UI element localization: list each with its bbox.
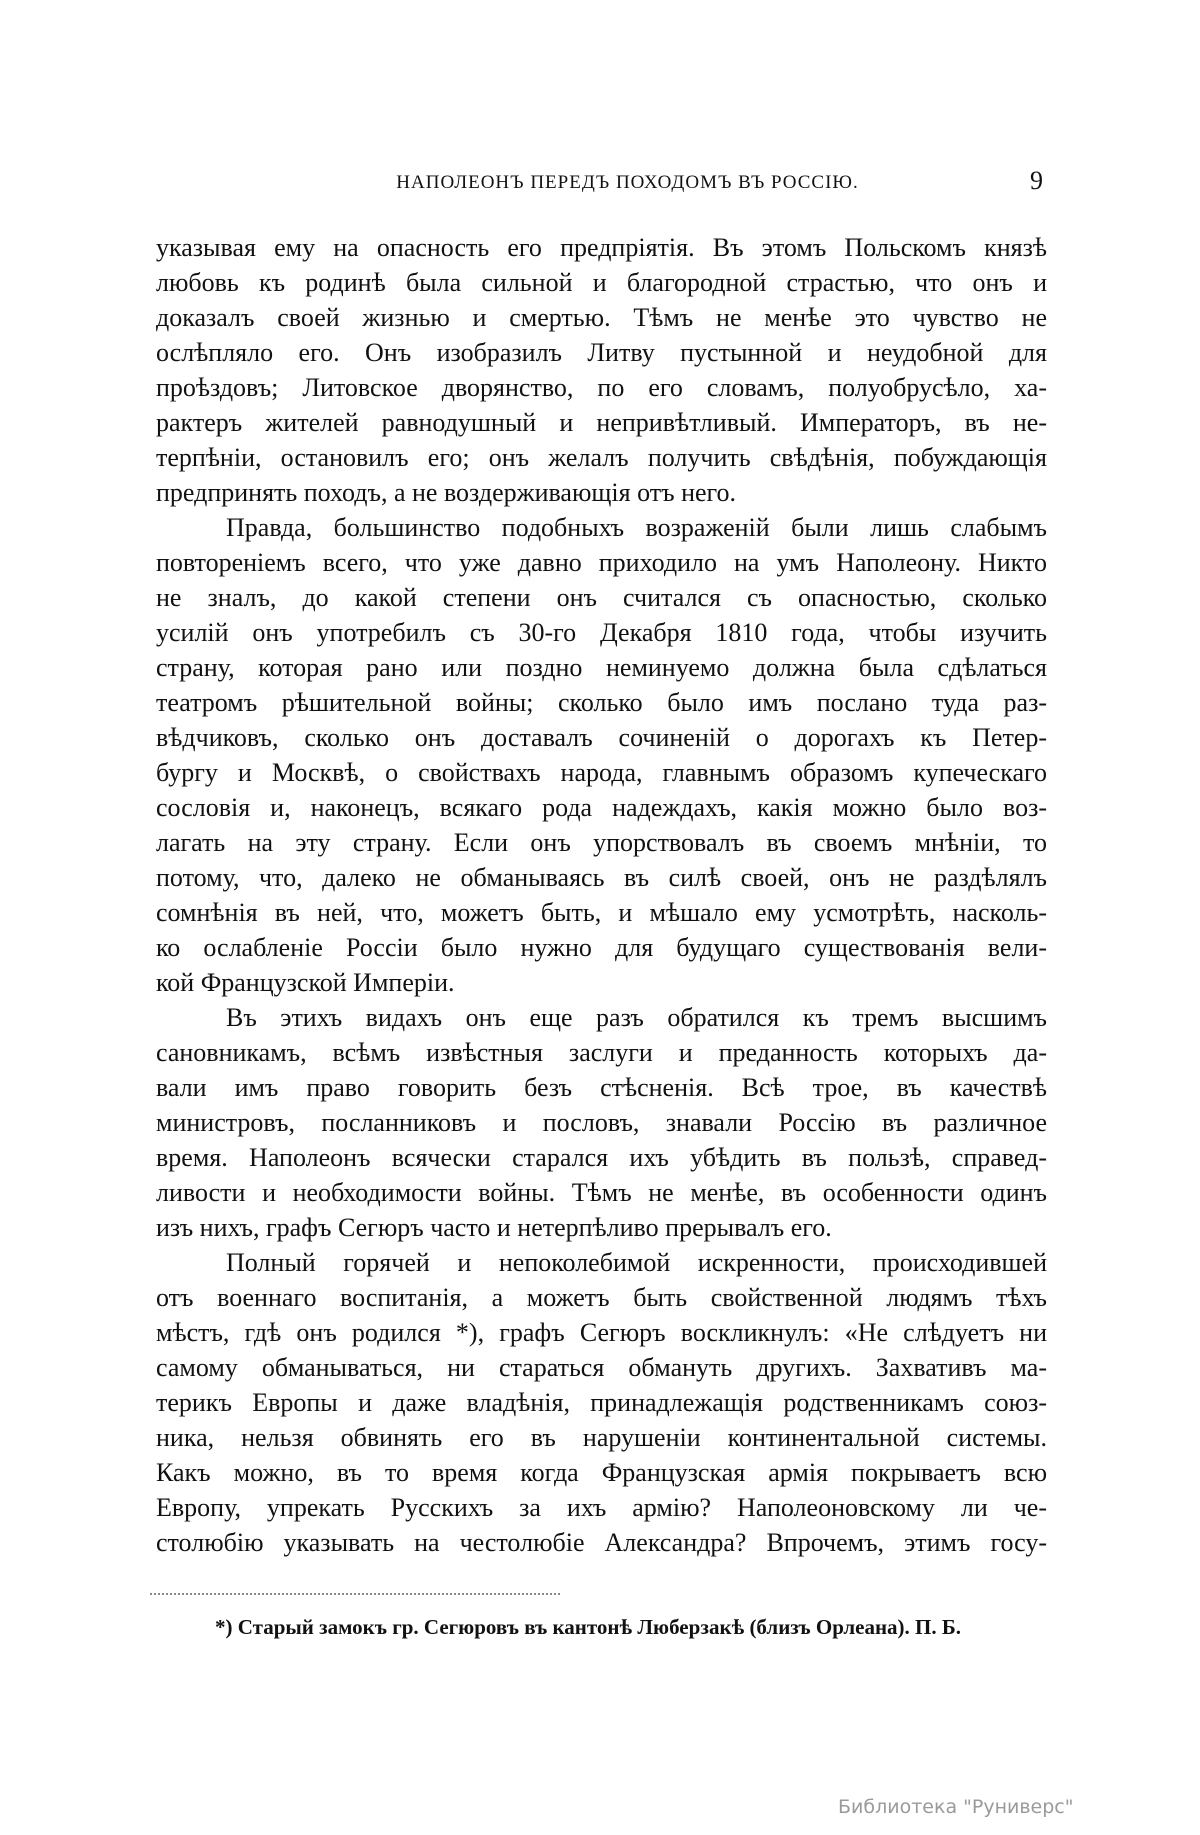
- text-line: доказалъ своей жизнью и смертью. Тѣмъ не менѣе это чувство не: [156, 303, 1047, 332]
- library-watermark: Библиотека "Руниверс": [838, 1796, 1074, 1818]
- text-line: проѣздовъ; Литовское дворянство, по его словамъ, полуобрусѣло, ха-: [156, 373, 1047, 402]
- text-line: ослѣпляло его. Онъ изобразилъ Литву пустынной и неудобной для: [156, 338, 1047, 367]
- text-line: ко ослабленіе Россіи было нужно для будущаго существованія вели-: [156, 933, 1047, 962]
- text-line: повтореніемъ всего, что уже давно приходило на умъ Наполеону. Никто: [156, 548, 1047, 577]
- text-line: министровъ, посланниковъ и пословъ, знавали Россію въ различное: [156, 1108, 1047, 1137]
- text-line: столюбію указывать на честолюбіе Александра? Впрочемъ, этимъ госу-: [156, 1528, 1047, 1557]
- text-line: усилій онъ употребилъ съ 30-го Декабря 1810 года, чтобы изучить: [156, 618, 1047, 647]
- text-line: сомнѣнія въ ней, что, можетъ быть, и мѣшало ему усмотрѣть, насколь-: [156, 898, 1047, 927]
- text-line: отъ военнаго воспитанія, а можетъ быть свойственной людямъ тѣхъ: [156, 1283, 1047, 1312]
- text-line: не зналъ, до какой степени онъ считался съ опасностью, сколько: [156, 583, 1047, 612]
- text-line: указывая ему на опасность его предпріятія. Въ этомъ Польскомъ князѣ: [156, 233, 1047, 262]
- text-line: потому, что, далеко не обманываясь въ силѣ своей, онъ не раздѣлялъ: [156, 863, 1047, 892]
- text-line: время. Наполеонъ всячески старался ихъ убѣдить въ пользѣ, справед-: [156, 1143, 1047, 1172]
- text-line: мѣстъ, гдѣ онъ родился *), графъ Сегюръ воскликнулъ: «Не слѣдуетъ ни: [156, 1318, 1047, 1347]
- footnote-separator: [150, 1593, 560, 1595]
- text-line: терикъ Европы и даже владѣнія, принадлежащія родственникамъ союз-: [156, 1388, 1047, 1417]
- text-line: самому обманываться, ни стараться обмануть другихъ. Захвативъ ма-: [156, 1353, 1047, 1382]
- text-line: рактеръ жителей равнодушный и непривѣтливый. Императоръ, въ не-: [156, 408, 1047, 437]
- text-line: кой Французской Имперіи.: [156, 968, 455, 997]
- text-line: сановникамъ, всѣмъ извѣстныя заслуги и преданность которыхъ да-: [156, 1038, 1047, 1067]
- footnote: *) Старый замокъ гр. Сегюровъ въ кантонѣ Люберзакѣ (близъ Орлеана). П. Б.: [215, 1615, 962, 1639]
- text-line: сословія и, наконецъ, всякаго рода надеждахъ, какія можно было воз-: [156, 793, 1047, 822]
- text-line: вѣдчиковъ, сколько онъ доставалъ сочиненій о дорогахъ къ Петер-: [156, 723, 1047, 752]
- text-line: страну, которая рано или поздно неминуемо должна была сдѣлаться: [156, 653, 1047, 682]
- text-line: ника, нельзя обвинять его въ нарушеніи континентальной системы.: [156, 1423, 1047, 1452]
- text-line: Какъ можно, въ то время когда Французская армія покрываетъ всю: [156, 1458, 1047, 1487]
- text-line: театромъ рѣшительной войны; сколько было имъ послано туда раз-: [156, 688, 1047, 717]
- text-line: Правда, большинство подобныхъ возраженій были лишь слабымъ: [226, 513, 1047, 542]
- text-line: изъ нихъ, графъ Сегюръ часто и нетерпѣливо прерывалъ его.: [156, 1213, 832, 1242]
- page-number: 9: [1030, 166, 1043, 195]
- running-header: НАПОЛЕОНЪ ПЕРЕДЪ ПОХОДОМЪ ВЪ РОССІЮ.: [396, 172, 859, 193]
- text-line: Европу, упрекать Русскихъ за ихъ армію? Наполеоновскому ли че-: [156, 1493, 1047, 1522]
- text-line: ливости и необходимости войны. Тѣмъ не менѣе, въ особенности одинъ: [156, 1178, 1047, 1207]
- text-line: предпринять походъ, а не воздерживающія отъ него.: [156, 478, 737, 507]
- text-line: лагать на эту страну. Если онъ упорствовалъ въ своемъ мнѣніи, то: [156, 828, 1047, 857]
- text-line: бургу и Москвѣ, о свойствахъ народа, главнымъ образомъ купеческаго: [156, 758, 1047, 787]
- text-line: Въ этихъ видахъ онъ еще разъ обратился къ тремъ высшимъ: [226, 1003, 1047, 1032]
- text-line: любовь къ родинѣ была сильной и благородной страстью, что онъ и: [156, 268, 1047, 297]
- text-line: Полный горячей и непоколебимой искренности, происходившей: [226, 1248, 1047, 1277]
- text-line: вали имъ право говорить безъ стѣсненія. Всѣ трое, въ качествѣ: [156, 1073, 1047, 1102]
- text-line: терпѣніи, остановилъ его; онъ желалъ получить свѣдѣнія, побуждающія: [156, 443, 1047, 472]
